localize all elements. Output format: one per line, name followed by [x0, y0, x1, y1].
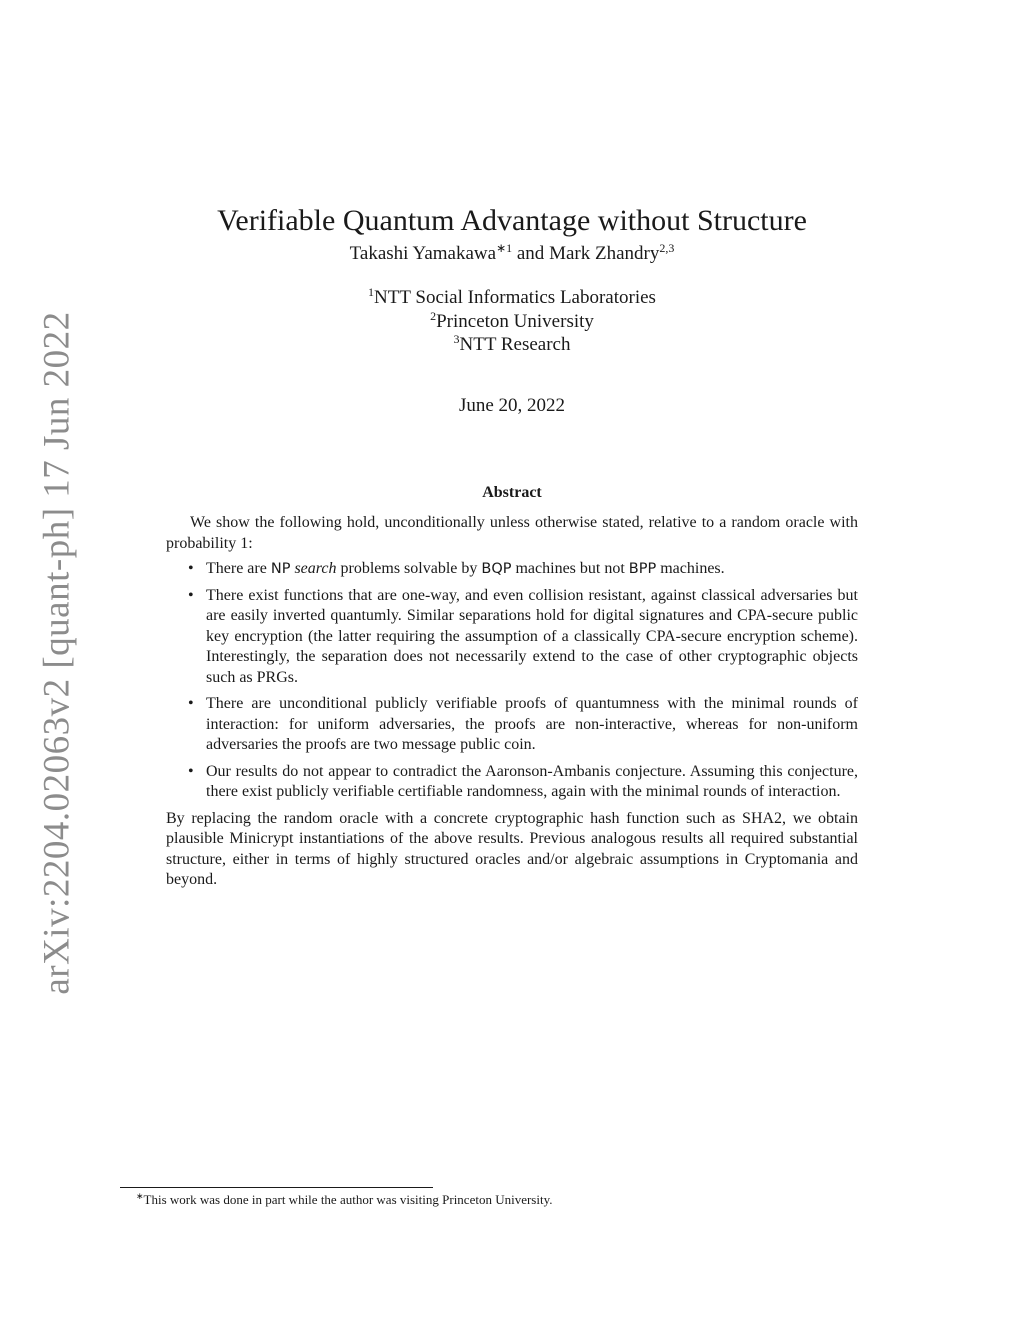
list-item: • There are NP search problems solvable by BQP machines but not BPP machines. [166, 559, 858, 580]
abstract-heading: Abstract [482, 484, 542, 501]
author-name: Takashi Yamakawa [349, 243, 497, 264]
footnote-mark: ∗ [136, 1191, 144, 1201]
list-item-text: Our results do not appear to contradict the Aaronson-Ambanis conjecture. Assuming this conjecture, there exist publicly verifiable certifiable randomness, again with the minimal rounds of interaction. [206, 762, 858, 800]
list-item [166, 762, 858, 803]
affiliation-list [0, 286, 1024, 357]
footnote-divider [120, 1187, 433, 1188]
arxiv-identifier: arXiv:2204.02063v2 [quant-ph] 17 Jun 2022 [36, 311, 78, 995]
abstract-result-list [166, 559, 858, 803]
bullet-icon: • [188, 586, 194, 604]
affiliation-mark: 1 [368, 285, 375, 299]
abstract-body [166, 513, 858, 891]
affiliation-mark: 2 [430, 308, 437, 323]
emphasis: search [294, 560, 337, 577]
abstract-closing: By replacing the random oracle with a concrete cryptographic hash function such as SHA2, we obtain plausible Minicrypt instantiations of the above results. Previous analogous results all required substantial structure, either in terms of highly structured oracles and/or algebraic assumptions in Cryptomania and beyond. [166, 809, 858, 888]
complexity-class: NP [270, 561, 291, 577]
affiliation-mark: 3 [453, 332, 460, 346]
affiliation-name: Princeton University [436, 310, 594, 332]
affiliation-name: NTT Research [459, 334, 571, 355]
bullet-icon: • [188, 560, 194, 577]
list-item [166, 694, 858, 756]
author-name: Mark Zhandry [549, 243, 660, 264]
affiliation [0, 286, 1024, 310]
affiliation [0, 333, 1024, 357]
affiliation-name: NTT Social Informatics Laboratories [374, 287, 656, 308]
list-item-text: There are unconditional publicly verifiable proofs of quantumness with the minimal rounds of interaction: for uniform adversaries, the proofs are non-interactive, whereas for non-uniform adversaries the proofs are two message public coin. [206, 695, 858, 753]
footnote [136, 1192, 553, 1208]
bullet-icon: • [188, 695, 194, 712]
paper-date: June 20, 2022 [458, 395, 566, 416]
author-connector: and [512, 243, 550, 264]
complexity-class: BPP [628, 561, 657, 577]
affiliation [0, 310, 1024, 334]
author-affiliation-marks: ∗1 [496, 241, 513, 255]
abstract-intro: We show the following hold, unconditionally unless otherwise stated, relative to a random oracle with probability 1: [166, 514, 858, 552]
author-affiliation-marks: 2,3 [659, 241, 675, 255]
complexity-class: BQP [481, 561, 512, 577]
list-item [166, 586, 858, 689]
list-item-text: There exist functions that are one-way, and even collision resistant, against classical adversaries but are easily inverted quantumly. Similar separations hold for digital signatures and CPA-secure public key encryption (the latter requiring the assumption of a classically CPA-secure encryption scheme). Interestingly, the separation does not necessarily extend to the case of other cryptographic objects such as PRGs. [206, 586, 858, 686]
paper-title: Verifiable Quantum Advantage without Structure [217, 204, 807, 238]
footnote-text: This work was done in part while the author was visiting Princeton University. [143, 1192, 553, 1207]
bullet-icon: • [188, 762, 194, 780]
author-list [0, 243, 1024, 265]
